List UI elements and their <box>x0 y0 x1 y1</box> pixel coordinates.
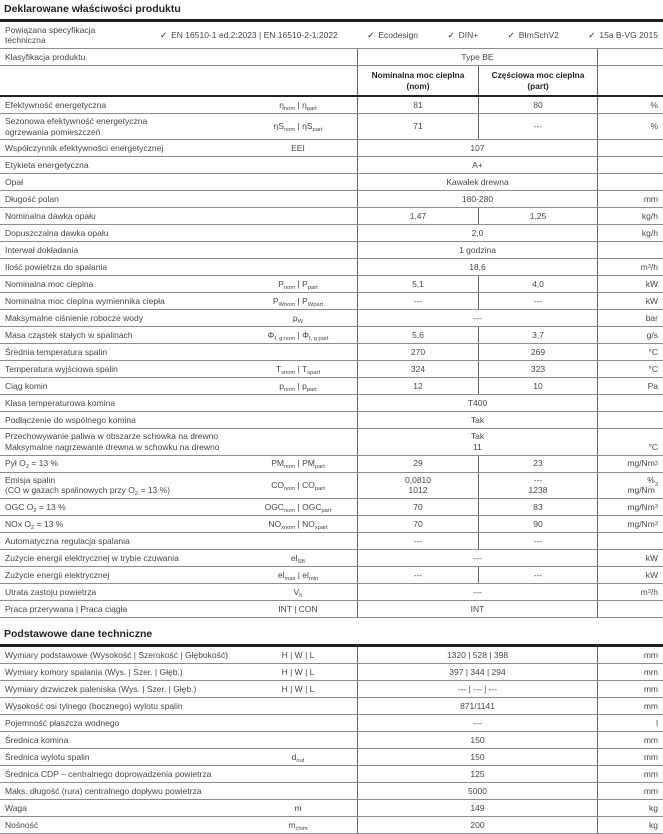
row-unit: °C <box>597 344 663 360</box>
row-label: Ciąg komin <box>5 381 48 392</box>
row-label-cell <box>0 259 357 275</box>
row-label: Nośność <box>5 819 39 830</box>
spec-row-label: Powiązana specyfikacja techniczna <box>5 24 96 46</box>
table-row <box>0 766 663 783</box>
row-label-cell <box>0 293 357 309</box>
row-label-cell <box>0 715 357 731</box>
row-value-nominal: --- <box>357 533 478 549</box>
row-symbol: $OGC_{nom}$ | $OGC_{part}$ <box>264 501 332 514</box>
classification-value: Type BE <box>357 49 597 65</box>
row-unit: mg/Nm 3 <box>597 516 663 532</box>
row-unit: mm <box>597 681 663 697</box>
row-label-cell <box>0 429 357 454</box>
row-unit: kg/h <box>597 225 663 241</box>
row-symbol: $T_{snom}$ | $T_{spart}$ <box>275 364 321 377</box>
table-row <box>0 344 663 361</box>
section-title: Deklarowane właściwości produktu <box>0 0 663 22</box>
table-row <box>0 601 663 618</box>
row-symbol: $P_{Wnom}$ | $P_{Wpart}$ <box>272 296 324 309</box>
table-row <box>0 456 663 473</box>
row-label-cell <box>0 456 357 472</box>
table-row <box>0 97 663 114</box>
row-value-nominal: --- <box>357 293 478 309</box>
row-symbol: $NO_{xnom}$ | $NO_{xpart}$ <box>268 518 328 531</box>
row-label-cell <box>0 395 357 411</box>
row-label-cell <box>0 817 357 833</box>
row-label: Średnia temperatura spalin <box>5 347 108 358</box>
row-unit <box>597 174 663 190</box>
row-label: Pył $O_2 = 13$ % <box>5 458 59 471</box>
row-unit: mm <box>597 647 663 663</box>
row-label-cell <box>0 344 357 360</box>
column-header-row <box>0 66 663 97</box>
row-label-cell <box>0 567 357 583</box>
row-label-cell <box>0 140 357 156</box>
table-row <box>0 225 663 242</box>
row-value-nominal: --- <box>357 567 478 583</box>
row-value: 871/1141 <box>357 698 597 714</box>
row-label: Wymiary podstawowe (Wysokość | Szerokość | Głębokość) <box>5 649 228 660</box>
row-value: 150 <box>357 749 597 765</box>
row-unit: kg <box>597 817 663 833</box>
row-label: Emisja spalin (CO w gazach spalinowych przy $O_2 = 13$ %) <box>5 474 171 498</box>
row-label-cell <box>0 114 357 139</box>
row-symbol: EEI <box>291 143 305 154</box>
checkmark-icon: ✓ <box>160 29 168 40</box>
row-label: Interwał dokładania <box>5 245 79 256</box>
table-row <box>0 327 663 344</box>
certification-label: BImSchV2 <box>518 29 559 40</box>
row-label: Pojemność płaszcza wodnego <box>5 717 120 728</box>
row-value-partial: 1,25 <box>478 208 597 224</box>
classification-unit-cell <box>597 49 663 65</box>
row-label-cell <box>0 698 357 714</box>
row-value-nominal: 71 <box>357 114 478 139</box>
table-row <box>0 473 663 499</box>
row-unit <box>597 395 663 411</box>
row-unit: mm <box>597 749 663 765</box>
row-label: Wymiary drzwiczek paleniska (Wys. | Szer. | Głęb.) <box>5 683 197 694</box>
row-label-cell <box>0 327 357 343</box>
row-label-cell <box>0 378 357 394</box>
row-symbol: $p_W$ <box>292 313 304 326</box>
table-row <box>0 499 663 516</box>
column-header-empty <box>0 66 357 95</box>
table-row <box>0 395 663 412</box>
row-label-cell <box>0 310 357 326</box>
row-value-partial: 10 <box>478 378 597 394</box>
row-unit: °C <box>597 429 663 454</box>
row-label: Klasa temperaturowa komina <box>5 398 116 409</box>
row-value: --- <box>357 584 597 600</box>
table-row <box>0 783 663 800</box>
certification-item <box>447 30 478 41</box>
row-value-nominal: 5,1 <box>357 276 478 292</box>
row-label: Przechowywanie paliwa w obszarze schowka na drewno Maksymalne nagrzewanie drewna w schowku na drewno <box>5 431 220 452</box>
row-label: Długość polan <box>5 194 59 205</box>
table-row <box>0 114 663 140</box>
row-label: OGC $O_2 = 13$ % <box>5 501 66 514</box>
row-label: Sezonowa efektywność energetyczna ogrzewania pomieszczeń <box>5 116 148 137</box>
row-value-nominal: 81 <box>357 97 478 113</box>
row-value: 149 <box>357 800 597 816</box>
row-value: 150 <box>357 732 597 748</box>
row-unit: % mg/Nm 3 <box>597 473 663 498</box>
row-value-partial: --- <box>478 114 597 139</box>
row-label: Automatyczna regulacja spalania <box>5 535 130 546</box>
row-label: Utrata zastoju powietrza <box>5 586 97 597</box>
row-unit: m 3 /h <box>597 584 663 600</box>
certification-label: Ecodesign <box>378 29 419 40</box>
row-label-cell <box>0 800 357 816</box>
row-value-partial: 23 <box>478 456 597 472</box>
table-row <box>0 174 663 191</box>
row-value-nominal: 0,0810 1012 <box>357 473 478 498</box>
row-label: Średnica CDP – centralnego doprowadzenia powietrza <box>5 768 212 779</box>
row-value: 1 godzina <box>357 242 597 258</box>
row-unit: mm <box>597 191 663 207</box>
classification-label: Klasyfikacja produktu <box>5 51 86 62</box>
row-value: Tak <box>357 412 597 428</box>
row-value: 1320 | 528 | 398 <box>357 647 597 663</box>
row-value-nominal: 29 <box>357 456 478 472</box>
row-value: --- <box>357 715 597 731</box>
row-label: Temperatura wyjściowa spalin <box>5 364 118 375</box>
row-unit: kW <box>597 567 663 583</box>
row-symbol: $el_{SB}$ <box>290 552 306 565</box>
table-row <box>0 361 663 378</box>
row-label: Etykieta energetyczna <box>5 160 89 171</box>
row-symbol: $d_{out}$ <box>291 751 305 764</box>
table-row <box>0 378 663 395</box>
row-value: INT <box>357 601 597 617</box>
row-label-cell <box>0 533 357 549</box>
row-unit: mm <box>597 783 663 799</box>
row-symbol: $V_h$ <box>293 586 303 599</box>
table-row <box>0 310 663 327</box>
row-label: Współczynnik efektywności energetycznej <box>5 143 164 154</box>
row-label-cell <box>0 749 357 765</box>
row-unit <box>597 601 663 617</box>
table-row <box>0 157 663 174</box>
row-value: 200 <box>357 817 597 833</box>
section-basic-technical-data <box>0 625 663 834</box>
row-value: T400 <box>357 395 597 411</box>
row-label-cell <box>0 783 357 799</box>
section-rows <box>0 647 663 834</box>
row-value: --- <box>357 310 597 326</box>
row-symbol: $p_{nom}$ | $p_{part}$ <box>279 381 317 394</box>
row-label-cell <box>0 97 357 113</box>
row-label-cell <box>0 499 357 515</box>
row-unit: kW <box>597 293 663 309</box>
column-header-nominal: Nominalna moc cieplna (nom) <box>357 66 478 95</box>
table-row <box>0 293 663 310</box>
table-row <box>0 681 663 698</box>
row-label: Ilość powietrza do spalania <box>5 262 108 273</box>
table-row <box>0 140 663 157</box>
row-label-cell <box>0 276 357 292</box>
row-label-cell <box>0 732 357 748</box>
row-value-partial: 3,7 <box>478 327 597 343</box>
row-unit: l <box>597 715 663 731</box>
row-label-cell <box>0 225 357 241</box>
row-symbol: INT | CON <box>278 603 318 614</box>
table-row <box>0 412 663 429</box>
row-label-cell <box>0 242 357 258</box>
section-head-rows <box>0 22 663 97</box>
row-label: Nominalna moc cieplna <box>5 279 94 290</box>
row-unit <box>597 157 663 173</box>
certification-item <box>160 30 338 41</box>
table-row <box>0 584 663 601</box>
row-unit: mm <box>597 698 663 714</box>
table-row <box>0 276 663 293</box>
row-unit <box>597 140 663 156</box>
row-value-nominal: 324 <box>357 361 478 377</box>
row-value-partial: 4,0 <box>478 276 597 292</box>
row-symbol: $\eta_{nom}$ | $\eta_{part}$ <box>279 99 317 112</box>
row-label-cell <box>0 766 357 782</box>
row-value: Tak 11 <box>357 429 597 454</box>
row-unit: m 3 /h <box>597 259 663 275</box>
row-value-nominal: 12 <box>357 378 478 394</box>
row-label-cell <box>0 550 357 566</box>
table-row <box>0 567 663 584</box>
column-header-partial: Częściowa moc cieplna (part) <box>478 66 597 95</box>
row-unit: °C <box>597 361 663 377</box>
certification-item <box>588 30 658 41</box>
row-value-nominal: 1,47 <box>357 208 478 224</box>
row-label-cell <box>0 361 357 377</box>
row-value-partial: --- <box>478 533 597 549</box>
certification-label: DIN+ <box>458 29 479 40</box>
certification-label: EN 16510-1 ed.2:2023 | EN 16510-2-1:2022 <box>171 29 338 40</box>
row-value: --- <box>357 550 597 566</box>
row-value-partial: 90 <box>478 516 597 532</box>
checkmark-icon: ✓ <box>588 29 596 40</box>
row-unit: kg <box>597 800 663 816</box>
row-value: 5000 <box>357 783 597 799</box>
row-label: Efektywność energetyczna <box>5 99 107 110</box>
row-label-cell <box>0 516 357 532</box>
table-row <box>0 749 663 766</box>
row-label: Wymiary komory spalania (Wys. | Szer. | Głęb.) <box>5 666 183 677</box>
row-symbol: H | W | L <box>281 649 315 660</box>
table-row <box>0 800 663 817</box>
row-unit: % <box>597 114 663 139</box>
certification-label: 15a B-VG 2015 <box>599 29 658 40</box>
row-value: 397 | 344 | 294 <box>357 664 597 680</box>
row-value-partial: 83 <box>478 499 597 515</box>
row-value-partial: 80 <box>478 97 597 113</box>
certification-item <box>508 30 559 41</box>
checkmark-icon: ✓ <box>367 29 375 40</box>
row-label: Waga <box>5 802 27 813</box>
row-label-cell <box>0 174 357 190</box>
table-row <box>0 191 663 208</box>
row-unit: % <box>597 97 663 113</box>
row-value-nominal: 70 <box>357 516 478 532</box>
row-unit <box>597 242 663 258</box>
row-label: Opał <box>5 177 23 188</box>
row-value: 107 <box>357 140 597 156</box>
row-unit: kW <box>597 276 663 292</box>
row-label: Maks. długość (rura) centralnego dopływu powietrza <box>5 785 202 796</box>
row-value-partial: --- <box>478 567 597 583</box>
row-symbol: m <box>294 802 302 813</box>
row-label-cell <box>0 601 357 617</box>
row-label: NOx $O_2 = 13$ % <box>5 518 64 531</box>
certification-list <box>160 30 663 41</box>
table-row <box>0 698 663 715</box>
row-label-cell <box>0 208 357 224</box>
row-value-partial: 323 <box>478 361 597 377</box>
row-label: Wysokość osi tylnego (bocznego) wylotu spalin <box>5 700 183 711</box>
row-unit <box>597 412 663 428</box>
table-row <box>0 516 663 533</box>
row-label: Średnica wylotu spalin <box>5 751 90 762</box>
row-unit: mm <box>597 664 663 680</box>
row-label-cell <box>0 157 357 173</box>
row-value: A+ <box>357 157 597 173</box>
row-value-nominal: 270 <box>357 344 478 360</box>
table-row <box>0 533 663 550</box>
row-label-cell <box>0 412 357 428</box>
table-row <box>0 647 663 664</box>
row-label-cell <box>0 473 357 498</box>
row-label: Maksymalne ciśnienie robocze wody <box>5 313 143 324</box>
table-row <box>0 242 663 259</box>
table-row <box>0 715 663 732</box>
row-unit: Pa <box>597 378 663 394</box>
row-label: Zużycie energii elektrycznej <box>5 569 110 580</box>
row-value-partial: --- <box>478 293 597 309</box>
row-unit <box>597 533 663 549</box>
table-row <box>0 208 663 225</box>
checkmark-icon: ✓ <box>507 29 515 40</box>
table-row <box>0 664 663 681</box>
related-specification-row <box>0 22 663 49</box>
row-value: 125 <box>357 766 597 782</box>
row-unit: mm <box>597 732 663 748</box>
row-label-cell <box>0 584 357 600</box>
product-classification-row <box>0 49 663 66</box>
row-symbol: H | W | L <box>281 666 315 677</box>
row-label-cell <box>0 191 357 207</box>
table-row <box>0 429 663 455</box>
row-value-nominal: 5,6 <box>357 327 478 343</box>
row-value: 180-280 <box>357 191 597 207</box>
row-label: Dopuszczalna dawka opału <box>5 228 109 239</box>
table-row <box>0 732 663 749</box>
row-unit: kW <box>597 550 663 566</box>
row-unit: mg/Nm 3 <box>597 499 663 515</box>
row-symbol: $\eta S_{nom}$ | $\eta S_{part}$ <box>273 121 323 134</box>
row-value-nominal: 70 <box>357 499 478 515</box>
row-label: Średnica komina <box>5 734 69 745</box>
row-symbol: $PM_{nom}$ | $PM_{part}$ <box>271 458 325 471</box>
row-value: 2,0 <box>357 225 597 241</box>
table-row <box>0 550 663 567</box>
row-label-cell <box>0 664 357 680</box>
row-label: Podłączenie do wspólnego komina <box>5 415 136 426</box>
row-label-cell <box>0 647 357 663</box>
row-value: 18,6 <box>357 259 597 275</box>
row-symbol: $\Phi_{f, g nom}$ | $\Phi_{f, g part}$ <box>267 330 329 343</box>
row-value-partial: --- 1238 <box>478 473 597 498</box>
row-symbol: $m_{chim}$ <box>288 819 308 832</box>
row-unit: g/s <box>597 327 663 343</box>
section-rows <box>0 97 663 618</box>
checkmark-icon: ✓ <box>447 29 455 40</box>
column-header-unit <box>597 66 663 95</box>
table-row <box>0 259 663 276</box>
row-symbol: H | W | L <box>281 683 315 694</box>
table-row <box>0 817 663 834</box>
row-symbol: $el_{max}$ | $el_{min}$ <box>277 569 319 582</box>
row-value: Kawałek drewna <box>357 174 597 190</box>
row-label-cell <box>0 681 357 697</box>
row-unit: mg/Nm 3 <box>597 456 663 472</box>
row-unit: mm <box>597 766 663 782</box>
section-title: Podstawowe dane techniczne <box>0 625 663 647</box>
row-label: Masa cząstek stałych w spalinach <box>5 330 133 341</box>
row-unit: kg/h <box>597 208 663 224</box>
row-symbol: $P_{nom}$ | $P_{part}$ <box>278 279 318 292</box>
row-label: Nominalna dawka opału <box>5 211 96 222</box>
row-value: --- | --- | --- <box>357 681 597 697</box>
row-label: Praca przerywana | Praca ciągła <box>5 603 128 614</box>
row-label: Nominalna moc cieplna wymiennika ciepła <box>5 296 165 307</box>
row-value-partial: 269 <box>478 344 597 360</box>
row-unit: bar <box>597 310 663 326</box>
row-symbol: $CO_{nom}$ | $CO_{part}$ <box>271 479 325 492</box>
certification-item <box>367 30 418 41</box>
row-label: Zużycie energii elektrycznej w trybie czuwania <box>5 552 179 563</box>
